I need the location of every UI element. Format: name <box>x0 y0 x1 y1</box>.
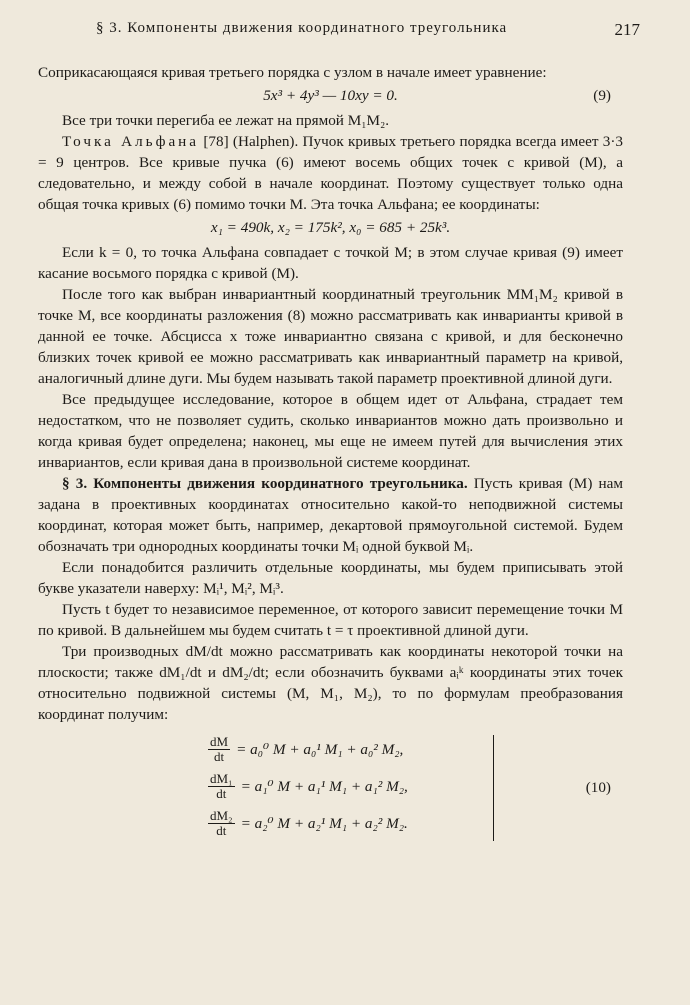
running-header <box>96 20 640 44</box>
rhs: = a₀⁰ M + a₀¹ M₁ + a₀² M₂, <box>236 741 404 758</box>
equation-number: (9) <box>593 87 611 104</box>
equation <box>38 217 623 238</box>
fraction <box>208 809 235 838</box>
numerator: dM₂ <box>210 808 233 823</box>
right-brace <box>489 735 494 841</box>
equation-text: x₁ = 490k, x₂ = 175k², x₀ = 685 + 25k³. <box>210 219 451 236</box>
page-body <box>38 62 623 846</box>
numerator: dM <box>210 734 229 749</box>
paragraph-text: Пусть кривая (M) нам задана в проективных координатах относительно какой-то неподвижной системы координат, которая может быть, например, декартовой прямоугольной системой. Будем обозначать три однородных координаты точки Mᵢ одной буквой Mᵢ. <box>38 475 623 555</box>
page-number: 217 <box>614 20 640 39</box>
fraction <box>208 735 230 764</box>
header-title: § 3. Компоненты движения координатного треугольника <box>96 20 508 36</box>
denominator: dt <box>213 749 225 764</box>
section-heading: § 3. Компоненты движения координатного треугольника. <box>62 475 468 492</box>
numerator: dM₁ <box>210 771 233 786</box>
paragraph <box>38 131 623 215</box>
paragraph: Пусть t будет то независимое переменное, от которого зависит перемещение точки M по кривой. В дальнейшем мы будем считать t = τ проективной длиной дуги. <box>38 601 623 639</box>
paragraph: Все предыдущее исследование, которое в общем идет от Альфана, страдает тем недостатком, что не позволяет судить, сколько инвариантов можно дать произвольно и когда кривая будет определена; наконец, мы еще не имеем путей для вычисления этих инвариантов, если кривая дана в произвольной системе координат. <box>38 391 623 471</box>
paragraph: Три производных dM/dt можно рассматривать как координаты некоторой точки на плоскости; также dM₁/dt и dM₂/dt; если обозначить буквами aᵢᵏ координаты этих точек относительно подвижной системы (M, M₁, M₂), то по формулам преобразования координат получим: <box>38 643 623 723</box>
paragraph: Если k = 0, то точка Альфана совпадает с точкой M; в этом случае кривая (9) имеет касание восьмого порядка с кривой (M). <box>38 244 623 282</box>
rhs: = a₂⁰ M + a₂¹ M₁ + a₂² M₂. <box>240 815 408 832</box>
equation-number: (10) <box>585 779 611 796</box>
equation-text: 5x³ + 4y³ — 10xy = 0. <box>263 87 398 104</box>
equation-system <box>38 731 623 846</box>
term-heading: Точка Альфана <box>62 133 200 150</box>
rhs: = a₁⁰ M + a₁¹ M₁ + a₁² M₂, <box>240 778 408 795</box>
equation <box>38 85 623 106</box>
paragraph: После того как выбран инвариантный координатный треугольник MM₁M₂ кривой в точке M, все координаты разложения (8) можно рассматривать как инварианты кривой в данной ее точке. Абсцисса x тоже инвариантно связана с кривой, и для бесконечно близких точек кривой ее можно рассматривать как инвариантный параметр на кривой, аналогичный длине дуги. Мы будем называть такой параметр проективной длиной дуги. <box>38 286 623 387</box>
system-line <box>208 805 488 842</box>
paragraph: Соприкасающаяся кривая третьего порядка с узлом в начале имеет уравнение: <box>38 64 547 81</box>
paragraph <box>38 473 623 557</box>
paragraph: Если понадобится различить отдельные координаты, мы будем приписывать этой букве указатели наверху: Mᵢ¹, Mᵢ², Mᵢ³. <box>38 559 623 597</box>
denominator: dt <box>216 823 227 838</box>
system-line <box>208 731 488 768</box>
fraction <box>208 772 235 801</box>
paragraph: Все три точки перегиба ее лежат на прямой M₁M₂. <box>62 112 390 129</box>
system-line <box>208 768 488 805</box>
paragraph-text: [78] (Halphen). Пучок кривых третьего порядка всегда имеет 3·3 = 9 центров. Все кривые пучка (6) имеют восемь общих точек с кривой (M), а следовательно, и между собой в начале координат. Поэтому существует только одна общая точка кривых (6) помимо точки M. Эта точка Альфана; ее координаты: <box>38 133 624 213</box>
denominator: dt <box>216 786 227 801</box>
